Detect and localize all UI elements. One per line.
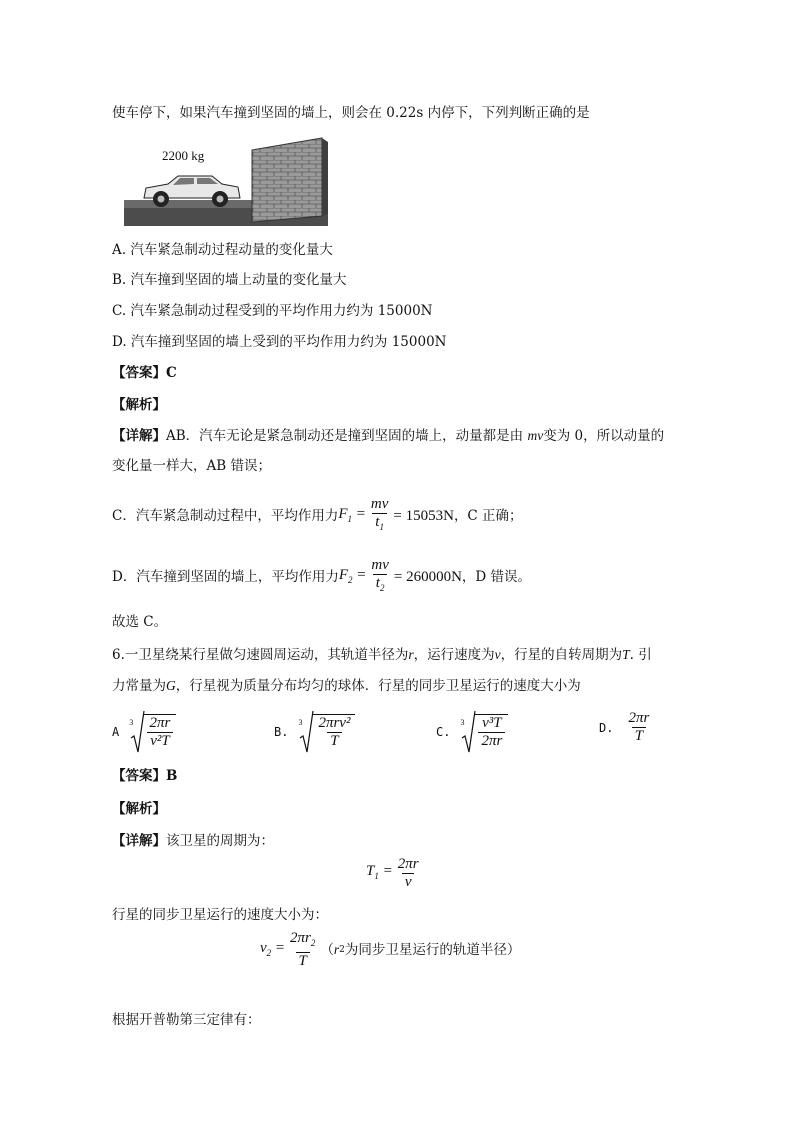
q5-option-d: D. 汽车撞到坚固的墙上受到的平均作用力约为 15000N bbox=[112, 334, 447, 350]
q6-option-d: D. $\frac{2\pi r}{T}$ bbox=[599, 710, 650, 744]
q5-option-b: B. 汽车撞到坚固的墙上动量的变化量大 bbox=[112, 272, 347, 288]
q6-analysis-title: 【解析】 bbox=[112, 801, 166, 817]
q6-answer: 【答案】B bbox=[112, 768, 178, 784]
q6-eq2: $v_2$ = $\frac{2\pi r_2}{T}$ （ r 2 为同步卫星运行的轨道半径） bbox=[260, 930, 521, 969]
q5-detail-d: D．汽车撞到坚固的墙上，平均作用力 $F_2$ = $\frac{mv}{t_2}$ = 260000N ，D 错误。 bbox=[112, 557, 531, 597]
c-fraction: $\frac{mv}{t_1}$ bbox=[369, 496, 391, 536]
q6-kepler: 根据开普勒第三定律有： bbox=[112, 1012, 261, 1028]
d-fraction: $\frac{mv}{t_2}$ bbox=[369, 557, 391, 597]
cube-root: 3 $\frac{2\pi r}{\text{v²T}}$ bbox=[129, 710, 176, 754]
mass-label: 2200 kg bbox=[162, 148, 205, 163]
q5-conclusion: 故选 C。 bbox=[112, 614, 168, 630]
q6-detail: 【详解】该卫星的周期为： bbox=[112, 833, 274, 849]
cube-root: 3 $\frac{\text{2πrv²}}{T}$ bbox=[298, 710, 355, 754]
q5-analysis-title: 【解析】 bbox=[112, 397, 166, 413]
intro-line: 使车停下，如果汽车撞到坚固的墙上，则会在 0.22s 内停下，下列判断正确的是 bbox=[112, 105, 590, 121]
q5-detail-ab: 【详解】AB．汽车无论是紧急制动还是撞到坚固的墙上，动量都是由 mv变为 0，所以动量的 bbox=[112, 428, 665, 444]
wall bbox=[252, 138, 322, 222]
q6-option-a: A 3 $\frac{2\pi r}{\text{v²T}}$ bbox=[112, 710, 176, 754]
cube-root: 3 $\frac{\text{v³T}}{2\pi r}$ bbox=[460, 710, 508, 754]
q6-option-c: C. 3 $\frac{\text{v³T}}{2\pi r}$ bbox=[436, 710, 508, 754]
q6-eq1: $T_1$ = $\frac{2\pi r}{v}$ bbox=[366, 856, 419, 890]
car-wall-figure bbox=[124, 136, 328, 226]
wall-side bbox=[322, 138, 328, 216]
q5-detail-c: C．汽车紧急制动过程中，平均作用力 $F_1$ = $\frac{mv}{t_1}$ = 15053N ，C 正确； bbox=[112, 496, 523, 536]
q6-stem-line1: 6.一卫星绕某行星做匀速圆周运动，其轨道半径为r，运行速度为v，行星的自转周期为T. 引 bbox=[112, 647, 652, 663]
q5-option-a: A. 汽车紧急制动过程动量的变化量大 bbox=[112, 242, 333, 258]
detail-tag: 【详解】 bbox=[112, 428, 166, 444]
q6-sync-text: 行星的同步卫星运行的速度大小为： bbox=[112, 907, 328, 923]
q6-stem-line2: 力常量为G，行星视为质量分布均匀的球体．行星的同步卫星运行的速度大小为 bbox=[112, 678, 581, 694]
mv-symbol: mv bbox=[527, 428, 544, 443]
q6-option-b: B. 3 $\frac{\text{2πrv²}}{T}$ bbox=[274, 710, 355, 754]
q5-option-c: C. 汽车紧急制动过程受到的平均作用力约为 15000N bbox=[112, 303, 433, 319]
q5-answer: 【答案】C bbox=[112, 365, 177, 381]
q5-detail-ab-line2: 变化量一样大，AB 错误； bbox=[112, 458, 271, 474]
